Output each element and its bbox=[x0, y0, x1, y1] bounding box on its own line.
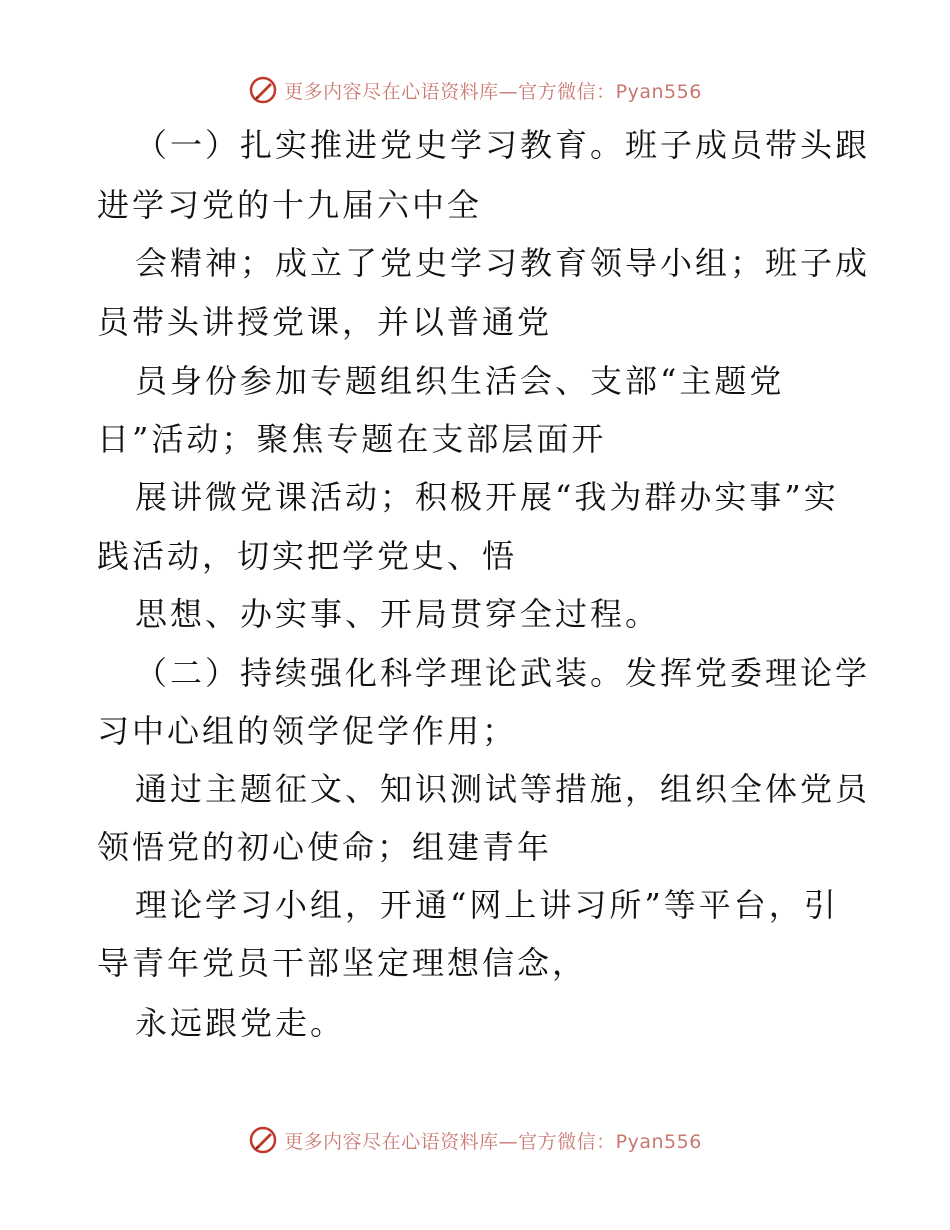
quill-pen-logo-icon bbox=[248, 1125, 278, 1155]
body-line: 践活动，切实把学党史、悟 bbox=[97, 537, 518, 575]
body-line: 通过主题征文、知识测试等措施，组织全体党员 bbox=[135, 770, 871, 808]
body-line: 日”活动；聚焦专题在支部层面开 bbox=[97, 420, 607, 458]
header-banner bbox=[0, 70, 950, 110]
body-line: 员带头讲授党课，并以普通党 bbox=[97, 303, 553, 341]
body-line: 员身份参加专题组织生活会、支部“主题党 bbox=[135, 362, 785, 400]
quill-pen-logo-icon bbox=[248, 75, 278, 105]
body-line: （二）持续强化科学理论武装。发挥党委理论学 bbox=[135, 654, 871, 692]
body-line: 理论学习小组，开通“网上讲习所”等平台，引 bbox=[135, 886, 839, 924]
body-line: 思想、办实事、开局贯穿全过程。 bbox=[135, 595, 661, 633]
body-line: 进学习党的十九届六中全 bbox=[97, 186, 483, 224]
body-line: 领悟党的初心使命；组建青年 bbox=[97, 828, 553, 866]
body-line: 导青年党员干部坚定理想信念， bbox=[97, 944, 588, 982]
body-line: 会精神；成立了党史学习教育领导小组；班子成 bbox=[135, 244, 871, 282]
body-line: 永远跟党走。 bbox=[135, 1004, 346, 1042]
header-banner-text: 更多内容尽在心语资料库—官方微信：Pyan556 bbox=[284, 80, 702, 103]
body-line: 展讲微党课活动；积极开展“我为群办实事”实 bbox=[135, 478, 839, 516]
body-line: 习中心组的领学促学作用； bbox=[97, 712, 518, 750]
body-line: （一）扎实推进党史学习教育。班子成员带头跟 bbox=[135, 126, 871, 164]
footer-banner-text: 更多内容尽在心语资料库—官方微信：Pyan556 bbox=[284, 1130, 702, 1153]
footer-banner bbox=[0, 1120, 950, 1160]
